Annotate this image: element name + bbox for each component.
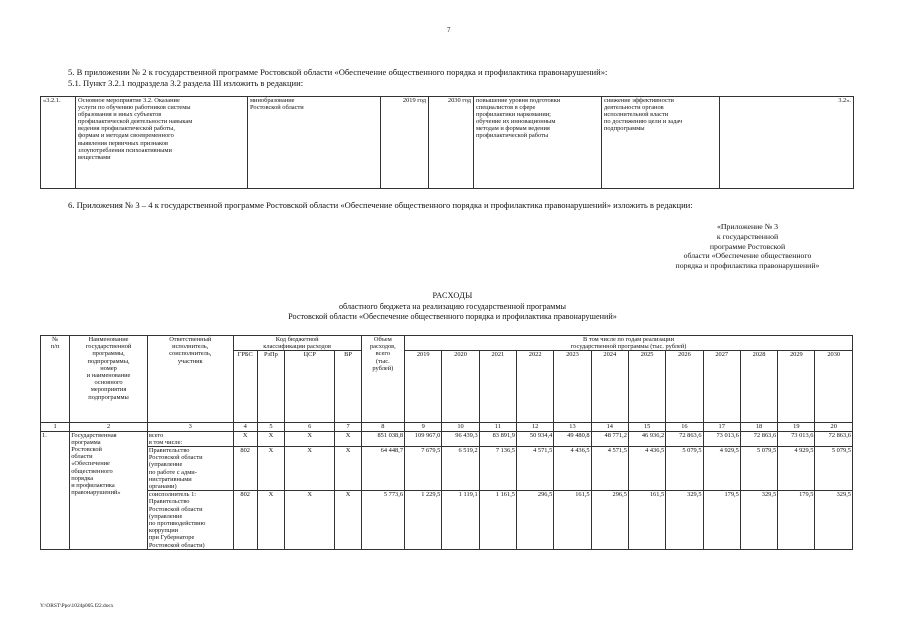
table-row bbox=[41, 447, 853, 491]
page-number: 7 bbox=[447, 26, 451, 34]
row-year-value: 161,5 bbox=[628, 491, 665, 550]
program-number: 1. bbox=[41, 431, 70, 549]
header-csr: ЦСР bbox=[285, 351, 335, 423]
row-responsible: всего в том числе: bbox=[147, 431, 233, 446]
table-row bbox=[41, 491, 853, 550]
measure-start: 2019 год bbox=[381, 97, 429, 189]
row-year-value: 7 679,5 bbox=[405, 447, 442, 491]
row-year-value: 4 436,5 bbox=[628, 447, 665, 491]
header-year: 2020 bbox=[442, 351, 479, 423]
row-year-value: 6 519,2 bbox=[442, 447, 479, 491]
column-number: 10 bbox=[442, 423, 479, 431]
header-year: 2023 bbox=[554, 351, 591, 423]
measure-number: «3.2.1. bbox=[41, 97, 76, 189]
row-year-value: 179,5 bbox=[703, 491, 740, 550]
header-number: № п/п bbox=[41, 336, 70, 423]
row-csr: Х bbox=[285, 491, 335, 550]
row-year-value: 329,5 bbox=[740, 491, 777, 550]
row-year-value: 329,5 bbox=[666, 491, 703, 550]
row-year-value: 5 079,5 bbox=[815, 447, 853, 491]
row-grbs: Х bbox=[233, 431, 257, 446]
header-year: 2026 bbox=[666, 351, 703, 423]
header-total-volume: Объем расходов, всего (тыс. рублей) bbox=[361, 336, 404, 423]
row-total: 5 773,6 bbox=[361, 491, 404, 550]
column-number: 7 bbox=[335, 423, 361, 431]
row-year-value: 4 436,5 bbox=[554, 447, 591, 491]
header-years: В том числе по годам реализации государственной программы (тыс. рублей) bbox=[405, 336, 853, 351]
row-year-value: 96 439,3 bbox=[442, 431, 479, 446]
column-number: 12 bbox=[516, 423, 553, 431]
column-number-row bbox=[41, 423, 853, 431]
expenses-subtitle-1: областного бюджета на реализацию государственной программы bbox=[338, 302, 567, 311]
row-year-value: 296,5 bbox=[591, 491, 628, 550]
program-name: Государственная программа Ростовской области «Обеспечение общественного порядка и профилактика правонарушений» bbox=[70, 431, 148, 549]
row-responsible: Правительство Ростовской области (управление по работе с адми- нистративными органами) bbox=[147, 447, 233, 491]
header-year: 2025 bbox=[628, 351, 665, 423]
row-year-value: 73 013,6 bbox=[703, 431, 740, 446]
column-number: 6 bbox=[285, 423, 335, 431]
row-year-value: 72 863,6 bbox=[666, 431, 703, 446]
column-number: 13 bbox=[554, 423, 591, 431]
row-rzpr: Х bbox=[257, 491, 284, 550]
file-path-footer: Y:\ORST\Ppo\1024p005.f22.docx bbox=[40, 603, 114, 609]
column-number: 2 bbox=[70, 423, 148, 431]
column-number: 5 bbox=[257, 423, 284, 431]
header-grbs: ГРБС bbox=[233, 351, 257, 423]
column-number: 14 bbox=[591, 423, 628, 431]
measure-table bbox=[40, 96, 854, 189]
header-vr: ВР bbox=[335, 351, 361, 423]
row-year-value: 179,5 bbox=[778, 491, 815, 550]
column-number: 19 bbox=[778, 423, 815, 431]
row-year-value: 72 863,6 bbox=[740, 431, 777, 446]
measure-end: 2030 год bbox=[429, 97, 474, 189]
column-number: 8 bbox=[361, 423, 404, 431]
paragraph-5: 5. В приложении № 2 к государственной программе Ростовской области «Обеспечение общественного порядка и профилактика правонарушений»: bbox=[68, 67, 608, 77]
row-csr: Х bbox=[285, 431, 335, 446]
row-responsible: соисполнитель 1: Правительство Ростовской области (управление по противодействию коррупции при Губернаторе Ростовской области) bbox=[147, 491, 233, 550]
row-year-value: 4 929,5 bbox=[703, 447, 740, 491]
header-year: 2019 bbox=[405, 351, 442, 423]
row-year-value: 4 929,5 bbox=[778, 447, 815, 491]
header-responsible: Ответственный исполнитель, соисполнитель, участник bbox=[147, 336, 233, 423]
header-program-name: Наименование государственной программы, подпрограммы, номер и наименование основного мероприятия подпрограммы bbox=[70, 336, 148, 423]
column-number: 17 bbox=[703, 423, 740, 431]
expenses-table bbox=[40, 335, 853, 550]
measure-link: 3.2». bbox=[720, 97, 854, 189]
row-year-value: 5 079,5 bbox=[740, 447, 777, 491]
header-year: 2024 bbox=[591, 351, 628, 423]
row-total: 851 038,8 bbox=[361, 431, 404, 446]
header-year: 2027 bbox=[703, 351, 740, 423]
row-year-value: 4 571,5 bbox=[591, 447, 628, 491]
row-rzpr: Х bbox=[257, 431, 284, 446]
row-rzpr: Х bbox=[257, 447, 284, 491]
header-year: 2021 bbox=[479, 351, 516, 423]
header-row-1 bbox=[41, 336, 853, 351]
row-year-value: 161,5 bbox=[554, 491, 591, 550]
row-year-value: 1 229,5 bbox=[405, 491, 442, 550]
row-vr: Х bbox=[335, 447, 361, 491]
row-year-value: 50 934,4 bbox=[516, 431, 553, 446]
column-number: 9 bbox=[405, 423, 442, 431]
row-grbs: 802 bbox=[233, 447, 257, 491]
row-year-value: 5 079,5 bbox=[666, 447, 703, 491]
expenses-title: РАСХОДЫ bbox=[432, 291, 473, 300]
row-total: 64 448,7 bbox=[361, 447, 404, 491]
row-year-value: 1 119,1 bbox=[442, 491, 479, 550]
column-number: 1 bbox=[41, 423, 70, 431]
row-year-value: 72 863,6 bbox=[815, 431, 853, 446]
column-number: 18 bbox=[740, 423, 777, 431]
column-number: 15 bbox=[628, 423, 665, 431]
paragraph-5-1: 5.1. Пункт 3.2.1 подраздела 3.2 раздела III изложить в редакции: bbox=[68, 78, 304, 88]
row-vr: Х bbox=[335, 491, 361, 550]
header-year: 2030 bbox=[815, 351, 853, 423]
row-year-value: 109 967,0 bbox=[405, 431, 442, 446]
paragraph-6: 6. Приложения № 3 – 4 к государственной программе Ростовской области «Обеспечение общественного порядка и профилактика правонарушений» изложить в редакции: bbox=[68, 200, 693, 210]
row-year-value: 48 771,2 bbox=[591, 431, 628, 446]
row-year-value: 83 891,9 bbox=[479, 431, 516, 446]
column-number: 4 bbox=[233, 423, 257, 431]
row-vr: Х bbox=[335, 431, 361, 446]
column-number: 3 bbox=[147, 423, 233, 431]
row-year-value: 73 013,6 bbox=[778, 431, 815, 446]
header-budget-codes: Код бюджетной классификации расходов bbox=[233, 336, 361, 351]
measure-consequences: снижение эффективности деятельности органов исполнительной власти по достижению цели и задач подпрограммы bbox=[602, 97, 720, 189]
row-year-value: 296,5 bbox=[516, 491, 553, 550]
row-csr: Х bbox=[285, 447, 335, 491]
measure-name: Основное мероприятие 3.2. Оказание услуги по обучению работников системы образования и иных субъектов профилактической деятельности навыкам ведения профилактической работы, формам и методам своевременного выявления первичных признаков злоупотребления психоактивными веществами bbox=[76, 97, 248, 189]
row-grbs: 802 bbox=[233, 491, 257, 550]
row-year-value: 4 571,5 bbox=[516, 447, 553, 491]
row-year-value: 1 161,5 bbox=[479, 491, 516, 550]
measure-row bbox=[41, 97, 854, 189]
annex-heading: «Приложение № 3 к государственной программе Ростовской области «Обеспечение общественного порядка и профилактика правонарушений» bbox=[675, 222, 820, 271]
header-year: 2028 bbox=[740, 351, 777, 423]
row-year-value: 7 136,5 bbox=[479, 447, 516, 491]
column-number: 11 bbox=[479, 423, 516, 431]
header-year: 2029 bbox=[778, 351, 815, 423]
measure-expected-result: повышение уровня подготовки специалистов в сфере профилактики наркомании; обучение их инновационным методам и формам ведения профилактической работы bbox=[474, 97, 602, 189]
row-year-value: 46 936,2 bbox=[628, 431, 665, 446]
column-number: 16 bbox=[666, 423, 703, 431]
measure-executor: минобразование Ростовской области bbox=[248, 97, 381, 189]
column-number: 20 bbox=[815, 423, 853, 431]
row-year-value: 49 480,8 bbox=[554, 431, 591, 446]
header-rzpr: РзПр bbox=[257, 351, 284, 423]
expenses-subtitle-2: Ростовской области «Обеспечение общественного порядка и профилактика правонарушений» bbox=[288, 312, 617, 321]
table-row bbox=[41, 431, 853, 446]
row-year-value: 329,5 bbox=[815, 491, 853, 550]
header-year: 2022 bbox=[516, 351, 553, 423]
